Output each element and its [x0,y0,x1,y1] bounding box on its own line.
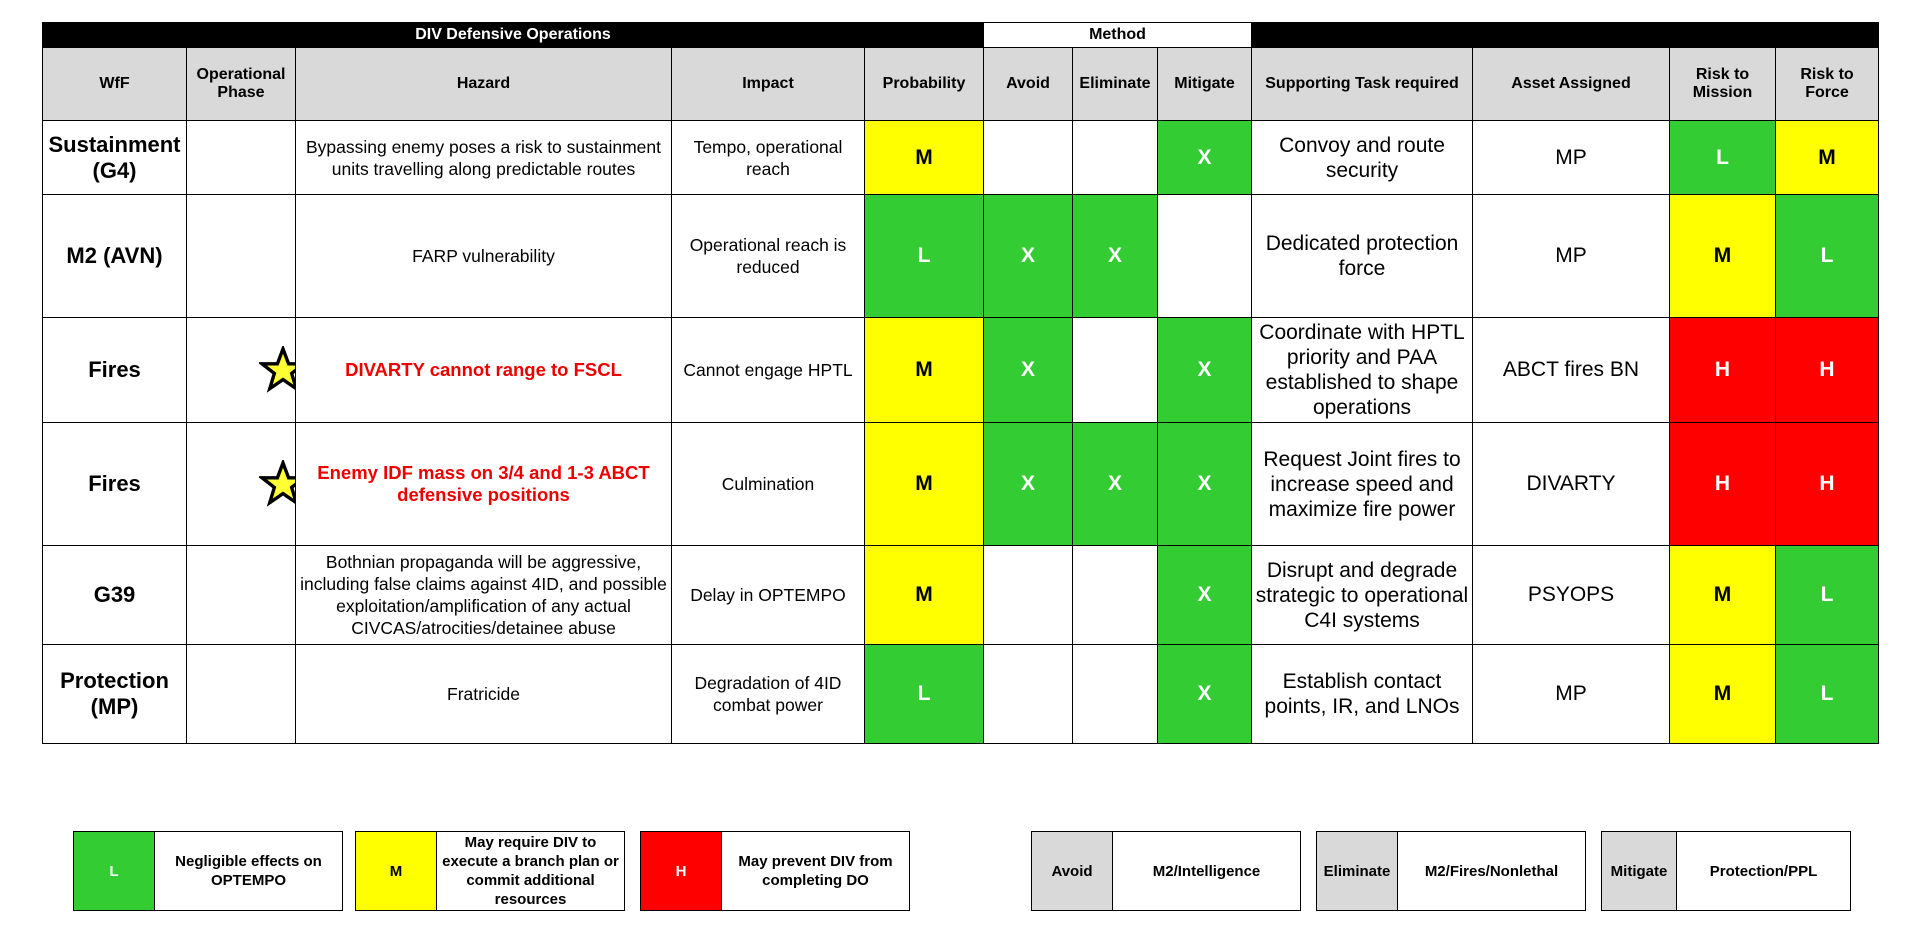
table-title: DIV Defensive Operations [43,23,984,48]
legend-avoid [1031,831,1301,911]
legend-eliminate [1316,831,1586,911]
col-header-avoid: Avoid [984,48,1073,121]
impact-cell: Culmination [672,423,865,546]
legend-low [73,831,343,911]
risk-mission-cell: M [1670,195,1776,318]
legend-high-text: May prevent DIV from completing DO [738,853,893,889]
wff-cell: Fires [43,423,187,546]
phase-cell [187,195,296,318]
probability-cell: M [865,546,984,645]
risk-mission-cell: M [1670,546,1776,645]
col-header-phase: Operational Phase [187,48,296,121]
wff-cell: M2 (AVN) [43,195,187,318]
legend-high [640,831,910,911]
avoid-cell: X [984,195,1073,318]
probability-cell: M [865,318,984,423]
phase-cell [187,423,296,546]
column-header-row [43,48,1879,121]
title-row [43,23,1879,48]
mitigate-cell: X [1158,423,1252,546]
legend-mitigate [1601,831,1851,911]
phase-cell [187,645,296,744]
task-cell: Establish contact points, IR, and LNOs [1252,645,1473,744]
legend-medium-swatch: M [356,832,437,910]
risk-force-cell: L [1776,645,1879,744]
probability-cell: M [865,121,984,195]
asset-cell: MP [1473,645,1670,744]
impact-cell: Degradation of 4ID combat power [672,645,865,744]
wff-cell: Fires [43,318,187,423]
table-row [43,121,1879,195]
legend-eliminate-label: Eliminate [1317,832,1398,910]
risk-mission-cell: H [1670,423,1776,546]
hazard-cell: Fratricide [296,645,672,744]
asset-cell: MP [1473,121,1670,195]
probability-cell: L [865,645,984,744]
col-header-risk-mission: Risk to Mission [1670,48,1776,121]
legend-mitigate-label: Mitigate [1602,832,1677,910]
impact-cell: Delay in OPTEMPO [672,546,865,645]
task-cell: Convoy and route security [1252,121,1473,195]
avoid-cell [984,546,1073,645]
risk-force-cell: H [1776,318,1879,423]
title-row-filler [1252,23,1879,48]
legend-avoid-label: Avoid [1032,832,1113,910]
legend-low-text: Negligible effects on OPTEMPO [175,853,322,889]
hazard-cell: Bypassing enemy poses a risk to sustainment units travelling along predictable routes [296,121,672,195]
impact-cell: Operational reach is reduced [672,195,865,318]
risk-force-cell: H [1776,423,1879,546]
legend-medium-text: May require DIV to execute a branch plan or commit additional resources [442,834,619,908]
star-icon [259,460,296,508]
star-icon [259,346,296,394]
risk-force-cell: L [1776,195,1879,318]
col-header-hazard: Hazard [296,48,672,121]
risk-force-cell: M [1776,121,1879,195]
asset-cell: ABCT fires BN [1473,318,1670,423]
eliminate-cell [1073,121,1158,195]
asset-cell: MP [1473,195,1670,318]
risk-matrix-table [42,22,1879,744]
hazard-cell: Bothnian propaganda will be aggressive, including false claims against 4ID, and possible exploitation/amplification of any actual CIVCAS/atrocities/detainee abuse [296,546,672,645]
col-header-mitigate: Mitigate [1158,48,1252,121]
mitigate-cell: X [1158,645,1252,744]
phase-cell [187,546,296,645]
avoid-cell [984,645,1073,744]
hazard-cell: Enemy IDF mass on 3/4 and 1-3 ABCT defensive positions [296,423,672,546]
avoid-cell [984,121,1073,195]
mitigate-cell: X [1158,318,1252,423]
eliminate-cell: X [1073,195,1158,318]
task-cell: Disrupt and degrade strategic to operational C4I systems [1252,546,1473,645]
phase-cell [187,121,296,195]
col-header-task: Supporting Task required [1252,48,1473,121]
eliminate-cell: X [1073,423,1158,546]
wff-cell: Sustainment (G4) [43,121,187,195]
impact-cell: Cannot engage HPTL [672,318,865,423]
col-header-asset: Asset Assigned [1473,48,1670,121]
risk-mission-cell: H [1670,318,1776,423]
col-header-impact: Impact [672,48,865,121]
avoid-cell: X [984,318,1073,423]
impact-cell: Tempo, operational reach [672,121,865,195]
legend-high-swatch: H [641,832,722,910]
legend-avoid-text: M2/Intelligence [1152,862,1261,880]
mitigate-cell: X [1158,121,1252,195]
risk-mission-cell: L [1670,121,1776,195]
col-header-wff: WfF [43,48,187,121]
eliminate-cell [1073,318,1158,423]
col-header-probability: Probability [865,48,984,121]
table-row [43,546,1879,645]
avoid-cell: X [984,423,1073,546]
method-header: Method [984,23,1252,48]
legend-mitigate-text: Protection/PPL [1709,862,1818,880]
risk-mission-cell: M [1670,645,1776,744]
legend-eliminate-text: M2/Fires/Nonlethal [1424,862,1559,880]
col-header-eliminate: Eliminate [1073,48,1158,121]
phase-cell [187,318,296,423]
probability-cell: M [865,423,984,546]
table-row [43,195,1879,318]
col-header-risk-force: Risk to Force [1776,48,1879,121]
task-cell: Request Joint fires to increase speed and maximize fire power [1252,423,1473,546]
hazard-cell: DIVARTY cannot range to FSCL [296,318,672,423]
table-row [43,645,1879,744]
table-row [43,318,1879,423]
eliminate-cell [1073,645,1158,744]
probability-cell: L [865,195,984,318]
risk-force-cell: L [1776,546,1879,645]
mitigate-cell: X [1158,546,1252,645]
legend-low-swatch: L [74,832,155,910]
task-cell: Dedicated protection force [1252,195,1473,318]
legend-medium [355,831,625,911]
asset-cell: DIVARTY [1473,423,1670,546]
asset-cell: PSYOPS [1473,546,1670,645]
task-cell: Coordinate with HPTL priority and PAA established to shape operations [1252,318,1473,423]
wff-cell: G39 [43,546,187,645]
mitigate-cell [1158,195,1252,318]
eliminate-cell [1073,546,1158,645]
table-row [43,423,1879,546]
hazard-cell: FARP vulnerability [296,195,672,318]
wff-cell: Protection (MP) [43,645,187,744]
